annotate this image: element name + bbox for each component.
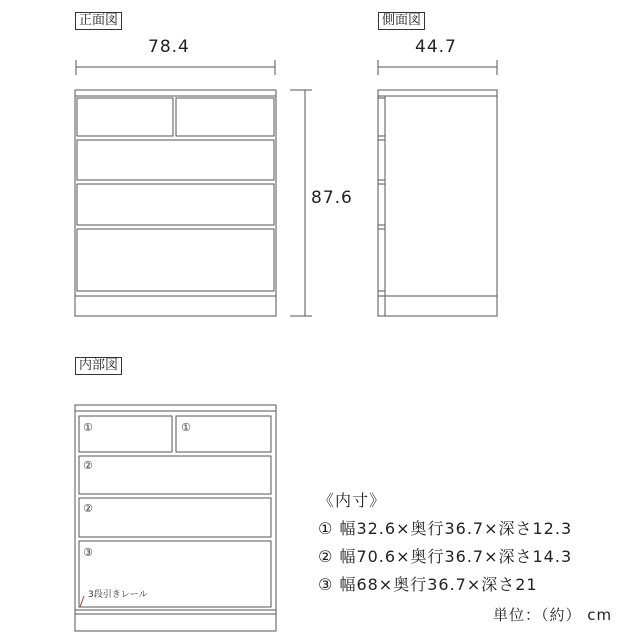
spec-mark-3: ③ bbox=[318, 575, 334, 594]
side-view-label: 側面図 bbox=[378, 12, 425, 30]
spec-text-1: 幅32.6×奥行36.7×深さ12.3 bbox=[339, 519, 573, 538]
interior-mark-2a: ② bbox=[83, 459, 93, 472]
front-view-cabinet bbox=[75, 90, 276, 316]
spec-text-2: 幅70.6×奥行36.7×深さ14.3 bbox=[339, 547, 573, 566]
spec-mark-2: ② bbox=[318, 547, 334, 566]
depth-dimension: 44.7 bbox=[415, 37, 457, 57]
depth-dimension-line bbox=[378, 60, 497, 75]
interior-drawer-top-left bbox=[79, 416, 172, 452]
spec-heading: 《内寸》 bbox=[318, 491, 387, 510]
spec-mark-1: ① bbox=[318, 519, 334, 538]
front-drawer-3 bbox=[77, 184, 274, 225]
front-drawer-top-right bbox=[176, 98, 274, 136]
spec-row-3 bbox=[318, 571, 572, 599]
side-view-cabinet bbox=[378, 90, 497, 316]
front-view-label: 正面図 bbox=[75, 12, 122, 30]
interior-view-label: 内部図 bbox=[75, 357, 122, 375]
width-dimension-line bbox=[76, 60, 275, 75]
height-dimension: 87.6 bbox=[311, 188, 353, 208]
rail-note: 3段引きレール bbox=[88, 590, 148, 600]
interior-mark-2b: ② bbox=[83, 502, 93, 515]
unit-note: 単位：（約） cm bbox=[493, 606, 613, 624]
spec-row-1 bbox=[318, 515, 572, 543]
interior-mark-1b: ① bbox=[181, 421, 191, 434]
spec-text-3: 幅68×奥行36.7×深さ21 bbox=[339, 575, 538, 594]
front-drawer-2 bbox=[77, 140, 274, 180]
front-drawer-4 bbox=[77, 229, 274, 291]
interior-drawer-3 bbox=[79, 498, 271, 537]
interior-drawer-2 bbox=[79, 456, 271, 494]
interior-mark-1a: ① bbox=[83, 421, 93, 434]
interior-mark-3: ③ bbox=[83, 546, 93, 559]
front-drawer-top-left bbox=[77, 98, 173, 136]
rail-indicator bbox=[80, 596, 84, 607]
spec-row-2 bbox=[318, 543, 572, 571]
width-dimension: 78.4 bbox=[148, 37, 190, 57]
inner-dimensions-spec bbox=[318, 487, 572, 599]
height-dimension-line bbox=[290, 90, 312, 316]
